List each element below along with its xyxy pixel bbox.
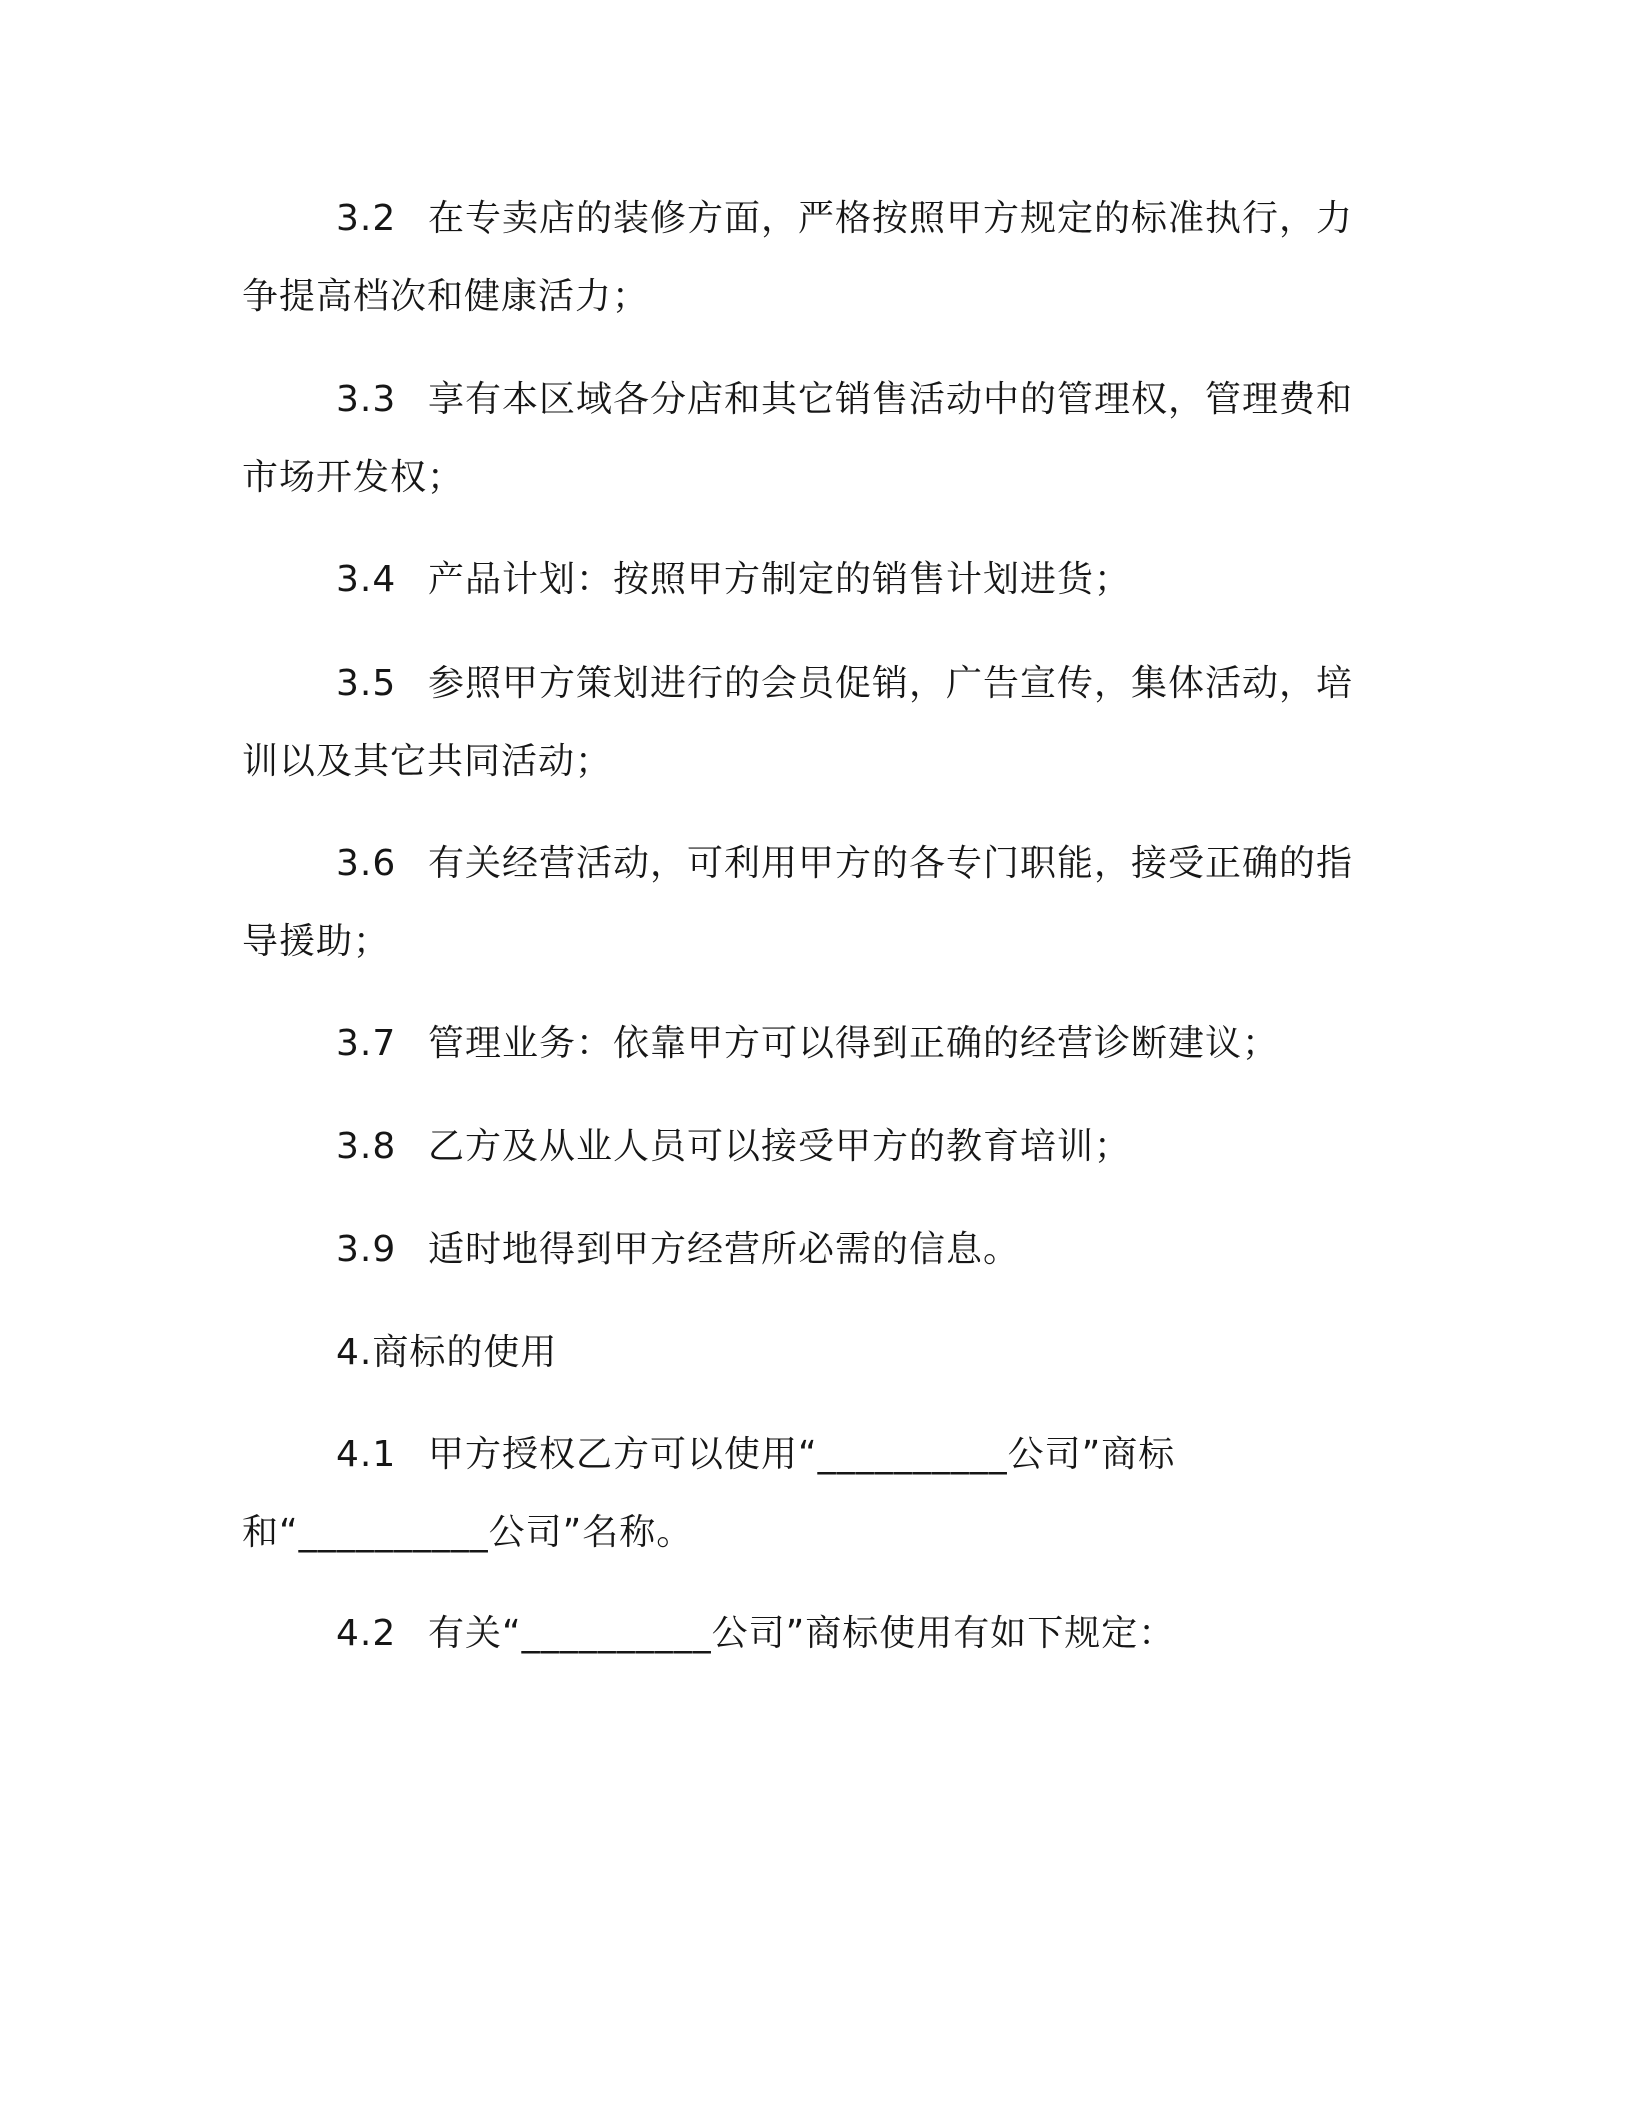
clause-number: 3.8 [336,1126,397,1167]
clause-4-1 [242,1416,1372,1572]
clause-text: 管理业务：依靠甲方可以得到正确的经营诊断建议； [428,1023,1280,1064]
clause-3-7 [242,1005,1372,1083]
clause-3-8 [242,1108,1372,1186]
clause-text: 享有本区域各分店和其它销售活动中的管理权，管理费和市场开发权； [242,379,1354,498]
clause-number: 3.3 [336,379,397,420]
section-heading-trademark [242,1314,1372,1392]
clause-number: 3.7 [336,1023,397,1064]
clause-text: 产品计划：按照甲方制定的销售计划进货； [428,559,1132,600]
clause-text: 有关经营活动，可利用甲方的各专门职能，接受正确的指导援助； [242,843,1354,962]
clause-number: 4.2 [336,1613,397,1654]
clause-3-3 [242,361,1372,517]
clause-text: 适时地得到甲方经营所必需的信息。 [428,1229,1021,1270]
clause-text: 在专卖店的装修方面，严格按照甲方规定的标准执行，力争提高档次和健康活力； [242,198,1354,317]
clause-text: 乙方及从业人员可以接受甲方的教育培训； [428,1126,1132,1167]
clause-3-6 [242,825,1372,981]
clause-text: 有关“__________公司”商标使用有如下规定： [428,1613,1176,1654]
clause-text: 甲方授权乙方可以使用“__________公司”商标和“__________公司”名称。 [242,1434,1176,1553]
clause-number: 3.9 [336,1229,397,1270]
clause-4-2 [242,1595,1372,1673]
clause-number: 3.6 [336,843,397,884]
clause-3-4 [242,541,1372,619]
clause-number: 3.4 [336,559,397,600]
clause-text: 参照甲方策划进行的会员促销，广告宣传，集体活动，培训以及其它共同活动； [242,663,1354,782]
clause-number: 3.2 [336,198,397,239]
section-heading-text: 4.商标的使用 [336,1332,558,1373]
clause-number: 3.5 [336,663,397,704]
clause-number: 4.1 [336,1434,397,1475]
clause-3-2 [242,180,1372,336]
clause-3-5 [242,645,1372,801]
clause-3-9 [242,1211,1372,1289]
